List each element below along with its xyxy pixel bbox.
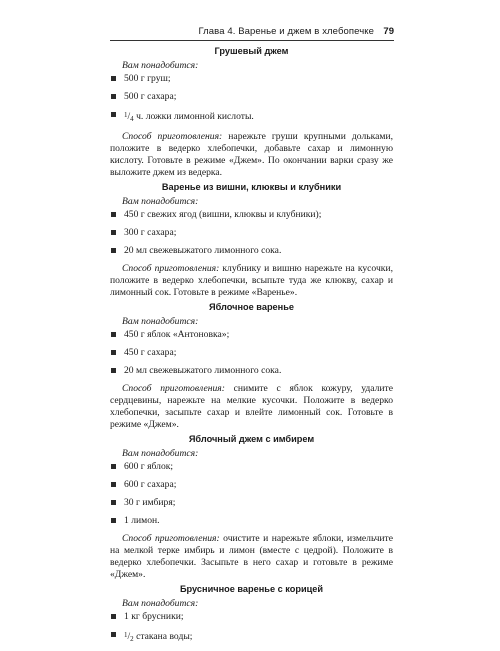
bullet-icon: [111, 614, 116, 619]
bullet-icon: [111, 350, 116, 355]
bullet-icon: [111, 368, 116, 373]
chapter-title: Глава 4. Варенье и джем в хлебопечке: [198, 26, 374, 37]
ingredient-item: 20 мл свежевыжатого лимонного сока.: [110, 365, 393, 377]
bullet-icon: [111, 94, 116, 99]
page-number: 79: [383, 26, 394, 37]
bullet-icon: [111, 112, 116, 117]
ingredient-item: 20 мл свежевыжатого лимонного сока.: [110, 245, 393, 257]
ingredient-item: $^1/_2$ стакана воды;: [110, 629, 393, 645]
method-paragraph: Способ приготовления: клубнику и вишню нарежьте на кусочки, положите в ведерко хлебопечки, всыпьте туда же клюкву, сахар и лимонный сок. Готовьте в режиме «Варенье».: [110, 263, 393, 298]
ingredients-label: Вам понадобится:: [122, 60, 199, 71]
ingredient-item: 600 г яблок;: [110, 461, 393, 473]
ingredient-item: $^1/_4$ ч. ложки лимонной кислоты.: [110, 109, 393, 125]
recipe-title: Яблочное варенье: [209, 302, 294, 312]
bullet-icon: [111, 230, 116, 235]
ingredient-item: 500 г груш;: [110, 73, 393, 85]
bullet-icon: [111, 500, 116, 505]
recipe-title: Грушевый джем: [214, 46, 289, 56]
ingredient-item: 450 г сахара;: [110, 347, 393, 359]
ingredient-item: 1 лимон.: [110, 515, 393, 527]
ingredient-item: 1 кг брусники;: [110, 611, 393, 623]
ingredients-label: Вам понадобится:: [122, 448, 199, 459]
recipe-title: Яблочный джем с имбирем: [188, 434, 315, 444]
ingredient-item: 600 г сахара;: [110, 479, 393, 491]
bullet-icon: [111, 464, 116, 469]
ingredient-item: 500 г сахара;: [110, 91, 393, 103]
recipe-title: Варенье из вишни, клюквы и клубники: [161, 182, 342, 192]
ingredients-label: Вам понадобится:: [122, 196, 199, 207]
ingredient-item: 450 г яблок «Антоновка»;: [110, 329, 393, 341]
method-paragraph: Способ приготовления: снимите с яблок кожуру, удалите сердцевины, нарежьте на мелкие кусочки. Положите в ведерко хлебопечки, засыпьте сахар и влейте лимонный сок. Готовьте в режиме «Джем».: [110, 383, 393, 430]
ingredient-item: 300 г сахара;: [110, 227, 393, 239]
running-header: [110, 26, 394, 41]
method-paragraph: Способ приготовления: нарежьте груши крупными дольками, положите в ведерко хлебопечки, добавьте сахар и лимонную кислоту. Готовьте в режиме «Джем». По окончании варки сразу же выложите джем из ведерка.: [110, 131, 393, 178]
bullet-icon: [111, 518, 116, 523]
bullet-icon: [111, 248, 116, 253]
bullet-icon: [111, 76, 116, 81]
page-content: [110, 44, 393, 651]
method-paragraph: Способ приготовления: очистите и нарежьте яблоки, измельчите на мелкой терке имбирь и лимон (вместе с цедрой). Положите в ведерко хлебопечки. Засыпьте в него сахар и готовьте в режиме «Джем».: [110, 533, 393, 580]
bullet-icon: [111, 482, 116, 487]
bullet-icon: [111, 332, 116, 337]
ingredients-label: Вам понадобится:: [122, 598, 199, 609]
bullet-icon: [111, 212, 116, 217]
ingredients-label: Вам понадобится:: [122, 316, 199, 327]
ingredient-item: 30 г имбиря;: [110, 497, 393, 509]
recipe-title: Брусничное варенье с корицей: [179, 584, 324, 594]
ingredient-item: 450 г свежих ягод (вишни, клюквы и клубники);: [110, 209, 393, 221]
bullet-icon: [111, 632, 116, 637]
